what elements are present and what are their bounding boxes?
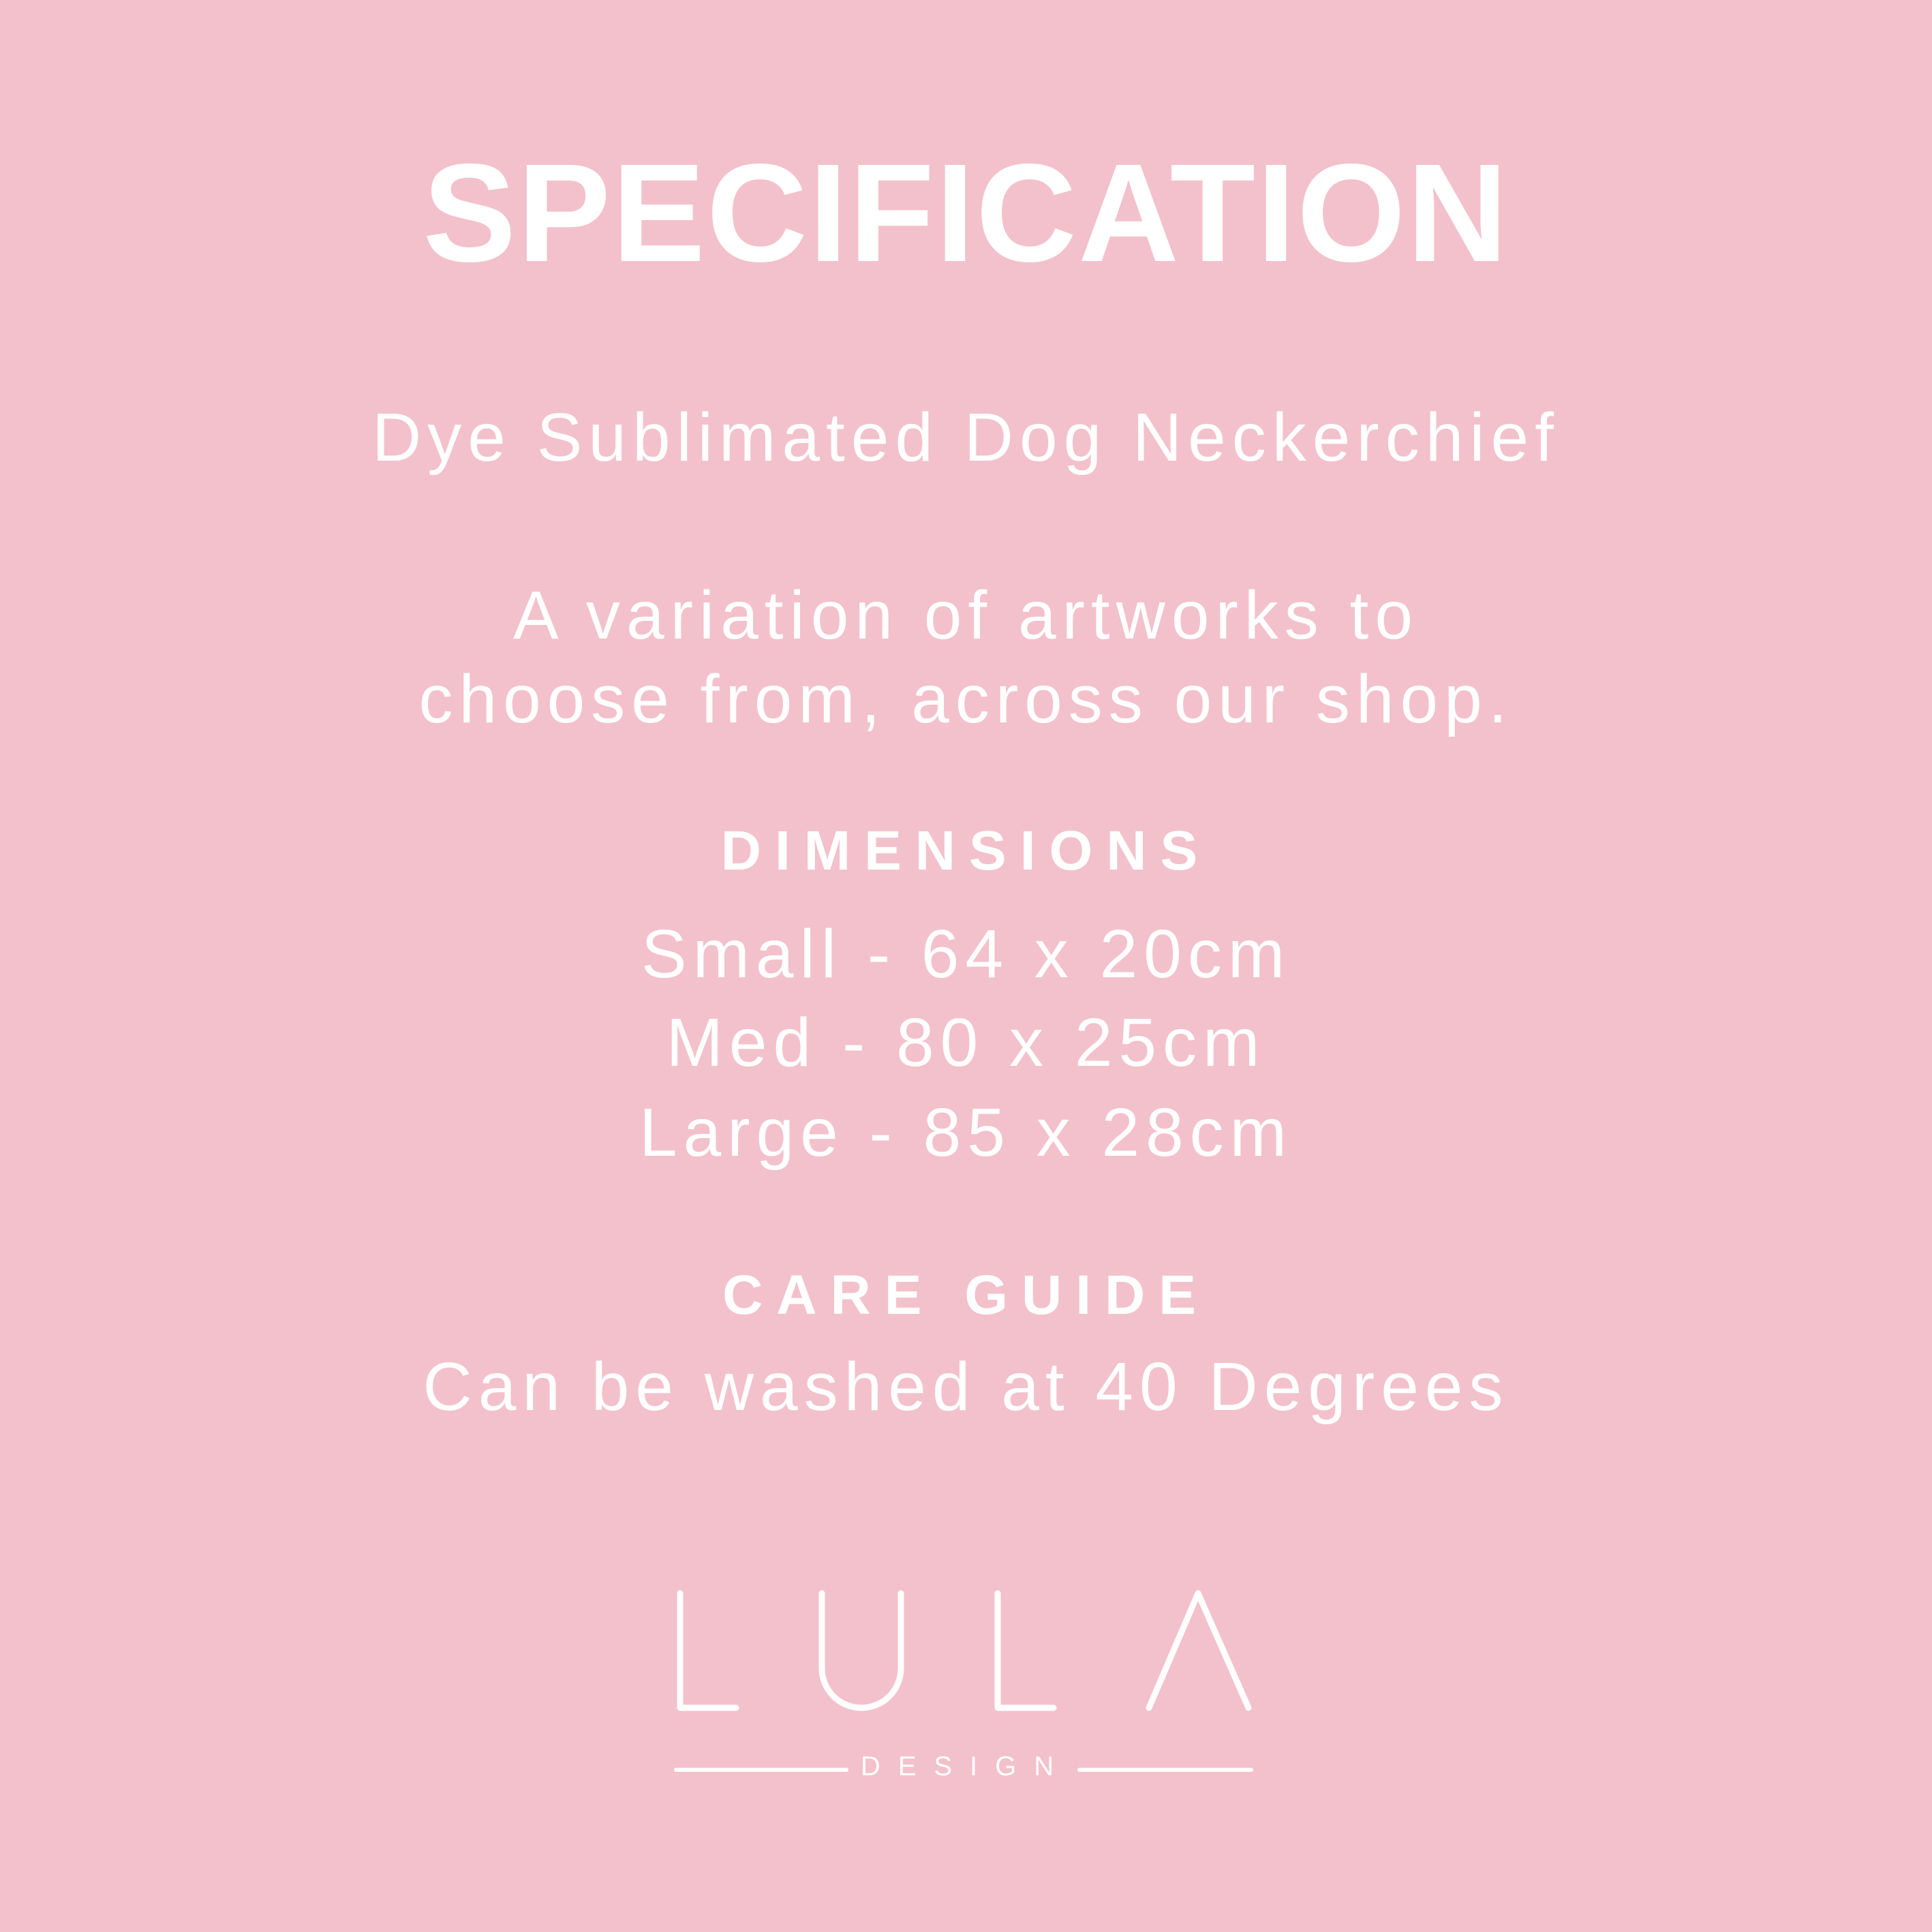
dimensions-heading: DIMENSIONS	[720, 820, 1212, 882]
product-description	[0, 574, 1932, 741]
logo-letter-a	[1149, 1593, 1248, 1708]
dimension-small: Small - 64 x 20cm	[641, 916, 1291, 992]
logo-letter-u	[822, 1593, 901, 1708]
logo-subtext: DESIGN	[860, 1751, 1072, 1781]
logo-letter-l-1	[680, 1593, 736, 1708]
description-line-1: A variation of artworks to	[513, 577, 1419, 654]
product-name: Dye Sublimated Dog Neckerchief	[372, 399, 1560, 476]
dimension-medium: Med - 80 x 25cm	[666, 1005, 1266, 1081]
page-title: SPECIFICATION	[423, 135, 1509, 291]
description-line-2: choose from, across our shop.	[418, 661, 1514, 737]
care-guide-text: Can be washed at 40 Degrees	[423, 1349, 1509, 1425]
dimension-large: Large - 85 x 28cm	[639, 1094, 1293, 1171]
logo-letter-l-2	[998, 1593, 1054, 1708]
care-guide-heading: CARE GUIDE	[722, 1264, 1210, 1326]
